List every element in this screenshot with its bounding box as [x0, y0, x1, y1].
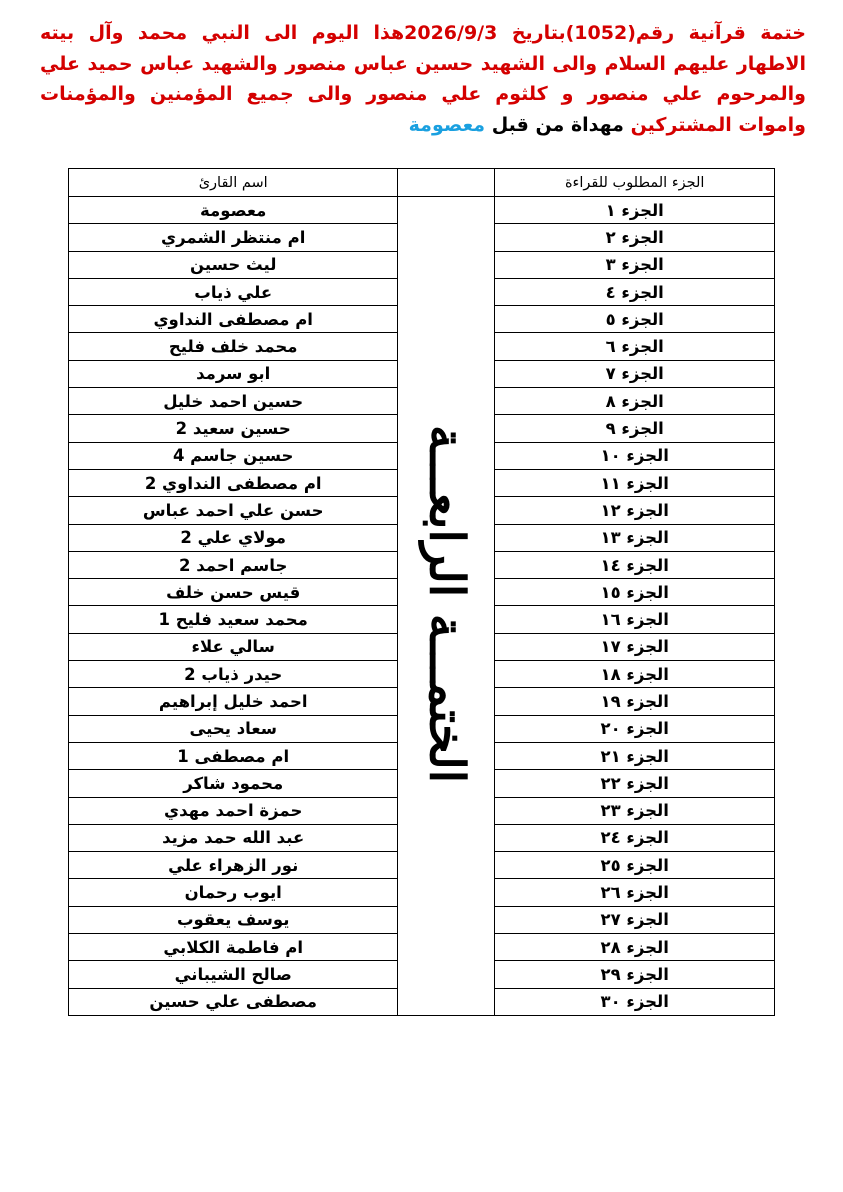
reader-name-cell: ام فاطمة الكلابي — [69, 934, 398, 961]
part-cell: الجزء ٢ — [495, 224, 775, 251]
part-cell: الجزء ٦ — [495, 333, 775, 360]
reader-name-cell: جاسم احمد 2 — [69, 551, 398, 578]
reader-name-cell: صالح الشيباني — [69, 961, 398, 988]
reader-name-cell: يوسف يعقوب — [69, 906, 398, 933]
part-cell: الجزء ١٥ — [495, 579, 775, 606]
part-cell: الجزء ١٧ — [495, 633, 775, 660]
reader-name-cell: ابو سرمد — [69, 360, 398, 387]
part-cell: الجزء ٢٤ — [495, 824, 775, 851]
part-cell: الجزء ١٩ — [495, 688, 775, 715]
part-cell: الجزء ٢٥ — [495, 852, 775, 879]
part-cell: الجزء ٨ — [495, 388, 775, 415]
part-cell: الجزء ٩ — [495, 415, 775, 442]
part-cell: الجزء ٥ — [495, 306, 775, 333]
reading-assignment-table — [68, 168, 775, 1016]
reader-name-cell: ام مصطفى 1 — [69, 742, 398, 769]
khatma-column-header — [398, 169, 495, 197]
reader-name-cell: حسين جاسم 4 — [69, 442, 398, 469]
giver-name: معصومة — [408, 113, 486, 136]
part-cell: الجزء ٢٧ — [495, 906, 775, 933]
part-cell: الجزء ٣٠ — [495, 988, 775, 1015]
reader-name-cell: حسن علي احمد عباس — [69, 497, 398, 524]
reader-name-cell: ام مصطفى النداوي 2 — [69, 469, 398, 496]
part-cell: الجزء ٢٣ — [495, 797, 775, 824]
part-cell: الجزء ١ — [495, 197, 775, 224]
reader-name-cell: محمد سعيد فليح 1 — [69, 606, 398, 633]
dedication-header — [40, 18, 806, 140]
reader-name-cell: حمزة احمد مهدي — [69, 797, 398, 824]
part-cell: الجزء ٢٩ — [495, 961, 775, 988]
part-cell: الجزء ١١ — [495, 469, 775, 496]
part-cell: الجزء ٢١ — [495, 742, 775, 769]
part-column-header: الجزء المطلوب للقراءة — [495, 169, 775, 197]
reader-name-cell: محمد خلف فليح — [69, 333, 398, 360]
reader-name-cell: حيدر ذياب 2 — [69, 661, 398, 688]
reader-name-cell: علي ذياب — [69, 278, 398, 305]
reader-name-cell: معصومة — [69, 197, 398, 224]
khatma-number-cell — [398, 197, 495, 1016]
table-body — [69, 197, 775, 1016]
part-cell: الجزء ٢٠ — [495, 715, 775, 742]
reader-name-cell: احمد خليل إبراهيم — [69, 688, 398, 715]
reader-name-cell: ايوب رحمان — [69, 879, 398, 906]
reader-name-cell: محمود شاكر — [69, 770, 398, 797]
reader-name-cell: ليث حسين — [69, 251, 398, 278]
part-cell: الجزء ١٢ — [495, 497, 775, 524]
reader-name-cell: قيس حسن خلف — [69, 579, 398, 606]
reader-name-cell: سالي علاء — [69, 633, 398, 660]
reader-name-cell: ام منتظر الشمري — [69, 224, 398, 251]
part-cell: الجزء ٣ — [495, 251, 775, 278]
part-cell: الجزء ٢٢ — [495, 770, 775, 797]
dedication-text: ختمة قرآنية رقم(1052)بتاريخ 2026/9/3هذا اليوم الى النبي محمد وآل بيته الاطهار عليهم السلام والى الشهيد حسين عباس منصور والشهيد عباس حميد علي والمرحوم علي منصور و كلثوم علي منصور والى جميع المؤمنين والمؤمنات واموات المشتركين — [40, 22, 806, 136]
part-cell: الجزء ٢٦ — [495, 879, 775, 906]
part-cell: الجزء ١٤ — [495, 551, 775, 578]
part-cell: الجزء ٧ — [495, 360, 775, 387]
reader-name-cell: مولاي علي 2 — [69, 524, 398, 551]
part-cell: الجزء ٤ — [495, 278, 775, 305]
reader-name-cell: نور الزهراء علي — [69, 852, 398, 879]
gift-text: مهداة من قبل — [485, 113, 631, 136]
part-cell: الجزء ١٦ — [495, 606, 775, 633]
table-row — [69, 197, 775, 224]
part-cell: الجزء ٢٨ — [495, 934, 775, 961]
reader-name-cell: حسين سعيد 2 — [69, 415, 398, 442]
khatma-number-label: الختمـــة الرابعـــة — [418, 424, 475, 783]
reader-name-cell: مصطفى علي حسين — [69, 988, 398, 1015]
part-cell: الجزء ١٣ — [495, 524, 775, 551]
reader-column-header: اسم القارئ — [69, 169, 398, 197]
reader-name-cell: حسين احمد خليل — [69, 388, 398, 415]
part-cell: الجزء ١٨ — [495, 661, 775, 688]
reader-name-cell: عبد الله حمد مزيد — [69, 824, 398, 851]
table-header-row — [69, 169, 775, 197]
part-cell: الجزء ١٠ — [495, 442, 775, 469]
reader-name-cell: سعاد يحيى — [69, 715, 398, 742]
reader-name-cell: ام مصطفى النداوي — [69, 306, 398, 333]
